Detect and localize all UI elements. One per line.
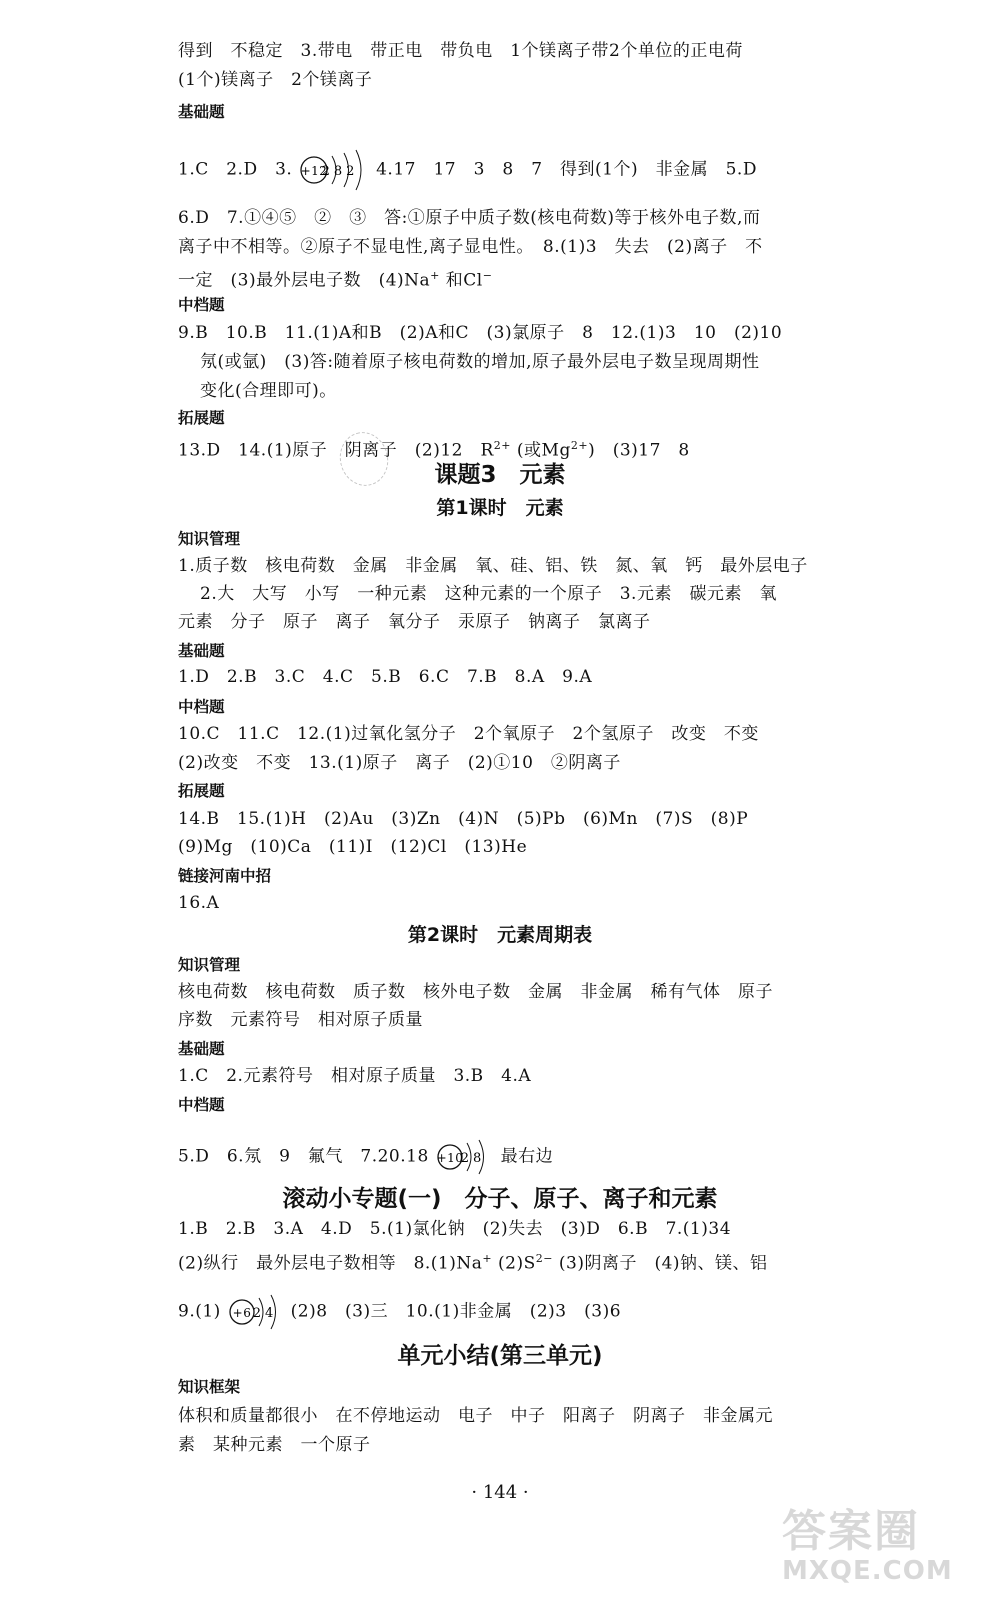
section-label-ext: 拓展题 [178, 409, 225, 427]
section-label-basic: 基础题 [178, 103, 225, 121]
text-line: 元素 分子 原子 离子 氧分子 汞原子 钠离子 氯离子 [178, 612, 651, 632]
text-line: (9)Mg (10)Ca (11)I (12)Cl (13)He [178, 837, 528, 857]
watermark-logo: 答案圈 MXQE.COM [782, 1506, 953, 1586]
section-label-link: 链接河南中招 [178, 867, 272, 885]
text-line: 氖(或氩) (3)答:随着原子核电荷数的增加,原子最外层电子数呈现周期性 [200, 352, 760, 372]
page-number: · 144 · [471, 1482, 529, 1503]
text-line: 得到 不稳定 3.带电 带正电 带负电 1个镁离子带2个单位的正电荷 [178, 41, 743, 61]
text-line: 素 某种元素 一个原子 [178, 1435, 371, 1455]
text-line: 6.D 7.①④⑤ ② ③ 答:①原子中质子数(核电荷数)等于核外电子数,而 [178, 208, 761, 228]
section-label-framework: 知识框架 [178, 1378, 241, 1396]
electron-shells: 282 [321, 164, 359, 179]
text-line: 13.D 14.(1)原子 阴离子 (2)12 $R^{2+}$ (或$Mg^{2+}$) (3)17 8 [178, 439, 690, 461]
text-line: 一定 (3)最外层电子数 (4)Na+ 和Cl− [178, 269, 493, 291]
text-line: 2.大 大写 小写 一种元素 这种元素的一个原子 3.元素 碳元素 氧 [200, 584, 777, 604]
text-line: 16.A [178, 893, 220, 913]
section-label-mid: 中档题 [178, 698, 225, 716]
electron-shells: 24 [252, 1306, 277, 1321]
section-label-basic: 基础题 [178, 1040, 225, 1058]
lesson-title: 第1课时 元素 [436, 497, 564, 519]
section-label-knowledge: 知识管理 [178, 956, 241, 974]
text-line: 序数 元素符号 相对原子质量 [178, 1010, 423, 1030]
text-line: (1个)镁离子 2个镁离子 [178, 70, 373, 90]
text-line: 1.D 2.B 3.C 4.C 5.B 6.C 7.B 8.A 9.A [178, 667, 593, 687]
unit-summary-title: 单元小结(第三单元) [397, 1343, 603, 1369]
text-line: 离子中不相等。②原子不显电性,离子显电性。 8.(1)3 失去 (2)离子 不 [178, 237, 763, 257]
section-label-basic: 基础题 [178, 642, 225, 660]
text-line: 变化(合理即可)。 [200, 381, 337, 401]
text-line: 1.质子数 核电荷数 金属 非金属 氧、硅、铝、铁 氮、氧 钙 最外层电子 [178, 556, 808, 576]
text-line: 1.C 2.D 3. +12 282 4.17 17 3 8 7 得到(1个) 非金属 5.D [178, 148, 824, 192]
nucleus-charge: +12 [300, 164, 328, 178]
text-line: 9.(1) +6 24 (2)8 (3)三 10.(1)非金属 (2)3 (3)6 [178, 1292, 824, 1332]
atom-structure-diagram [298, 148, 370, 192]
section-label-ext: 拓展题 [178, 782, 225, 800]
electron-shells: 28 [460, 1151, 485, 1166]
section-label-knowledge: 知识管理 [178, 530, 241, 548]
nucleus-charge: +10 [436, 1151, 464, 1165]
text-line: (2)改变 不变 13.(1)原子 离子 (2)①10 ②阴离子 [178, 753, 621, 773]
nucleus-charge: +6 [232, 1306, 252, 1320]
text-line: 5.D 6.氖 9 氟气 7.20.18 +10 28 最右边 [178, 1137, 824, 1177]
text-line: 14.B 15.(1)H (2)Au (3)Zn (4)N (5)Pb (6)Mn (7)S (8)P [178, 809, 749, 829]
text-line: (2)纵行 最外层电子数相等 8.(1)Na+ $(2)S^{2-}$ (3)阴离子 (4)钠、镁、铝 [178, 1252, 768, 1274]
text-line: 10.C 11.C 12.(1)过氧化氢分子 2个氧原子 2个氢原子 改变 不变 [178, 724, 759, 744]
text-line: 1.C 2.元素符号 相对原子质量 3.B 4.A [178, 1066, 532, 1086]
section-label-mid: 中档题 [178, 1096, 225, 1114]
text-line: 核电荷数 核电荷数 质子数 核外电子数 金属 非金属 稀有气体 原子 [178, 982, 773, 1002]
topic-title: 课题3 元素 [434, 462, 566, 488]
text-line: 体积和质量都很小 在不停地运动 电子 中子 阳离子 阴离子 非金属元 [178, 1406, 773, 1426]
rolling-topic-title: 滚动小专题(一) 分子、原子、离子和元素 [282, 1186, 718, 1212]
atom-structure-diagram [435, 1137, 495, 1177]
text-line: 1.B 2.B 3.A 4.D 5.(1)氯化钠 (2)失去 (3)D 6.B 7.(1)34 [178, 1219, 732, 1239]
atom-structure-diagram [227, 1292, 285, 1332]
text-line: 9.B 10.B 11.(1)A和B (2)A和C (3)氯原子 8 12.(1)3 10 (2)10 [178, 323, 783, 343]
section-label-mid: 中档题 [178, 296, 225, 314]
lesson-title: 第2课时 元素周期表 [407, 924, 593, 946]
